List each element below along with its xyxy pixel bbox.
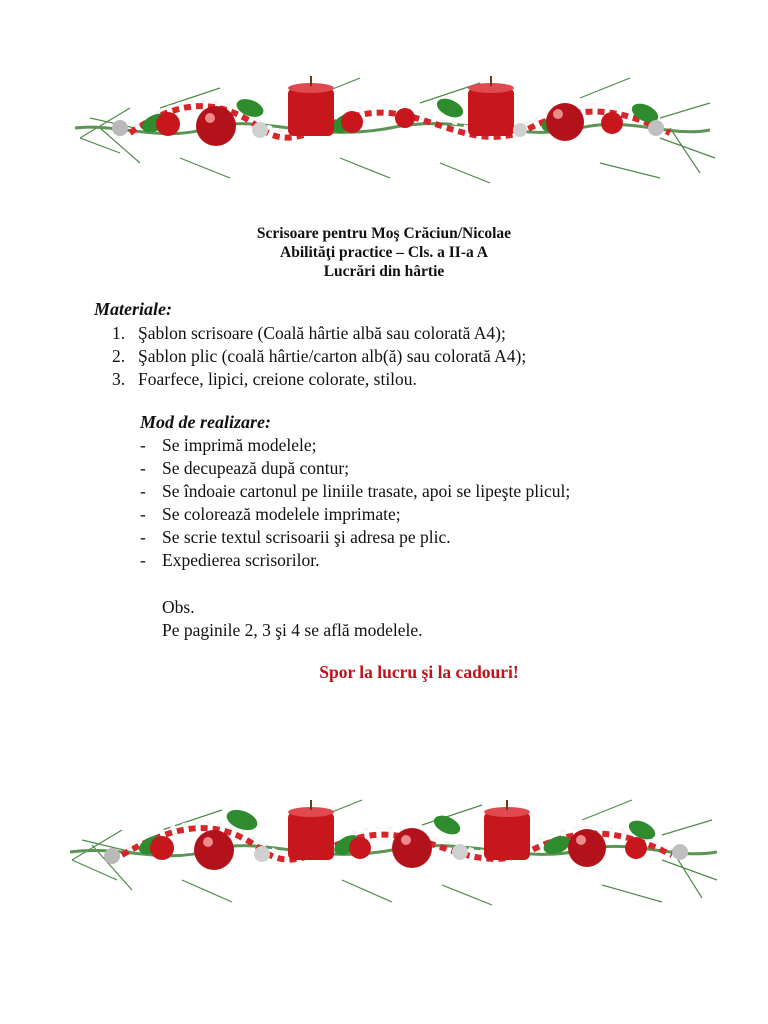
materials-list — [112, 322, 526, 391]
title-line-3: Lucrări din hârtie — [323, 263, 445, 280]
title-line-1: Scrisoare pentru Moş Crăciun/Nicolae — [256, 225, 512, 242]
ornament-ball-icon — [112, 103, 664, 146]
christmas-garland-bottom — [62, 790, 722, 910]
method-heading: Mod de realizare: — [140, 412, 271, 432]
closing-message: Spor la lucru şi la cadouri! — [319, 662, 519, 682]
method-steps-list — [140, 434, 570, 572]
method-step: - Se decupează după contur; — [140, 458, 350, 478]
observation-note — [162, 596, 422, 642]
title-line-2: Abilităţi practice – Cls. a II-a A — [280, 244, 488, 261]
materials-heading: Materiale: — [94, 299, 172, 319]
method-step: - Se scrie textul scrisoarii şi adresa pe plic. — [140, 527, 451, 547]
method-step: - Se imprimă modelele; — [140, 435, 317, 455]
document-title — [0, 224, 768, 281]
method-step: - Se îndoaie cartonul pe liniile trasate, apoi se lipeşte plicul; — [140, 481, 571, 501]
method-step: - Se colorează modelele imprimate; — [140, 504, 401, 524]
observation-text: Pe paginile 2, 3 şi 4 se află modelele. — [162, 620, 423, 640]
materials-list-item: 1. Şablon scrisoare (Coală hârtie albă sau colorată A4); — [112, 323, 506, 343]
observation-label: Obs. — [162, 597, 195, 617]
materials-list-item: 3. Foarfece, lipici, creione colorate, stilou. — [112, 369, 417, 389]
christmas-garland-top — [60, 68, 720, 188]
method-step: - Expedierea scrisorilor. — [140, 550, 320, 570]
materials-list-item: 2. Şablon plic (coală hârtie/carton alb(ă) sau colorată A4); — [112, 346, 527, 366]
